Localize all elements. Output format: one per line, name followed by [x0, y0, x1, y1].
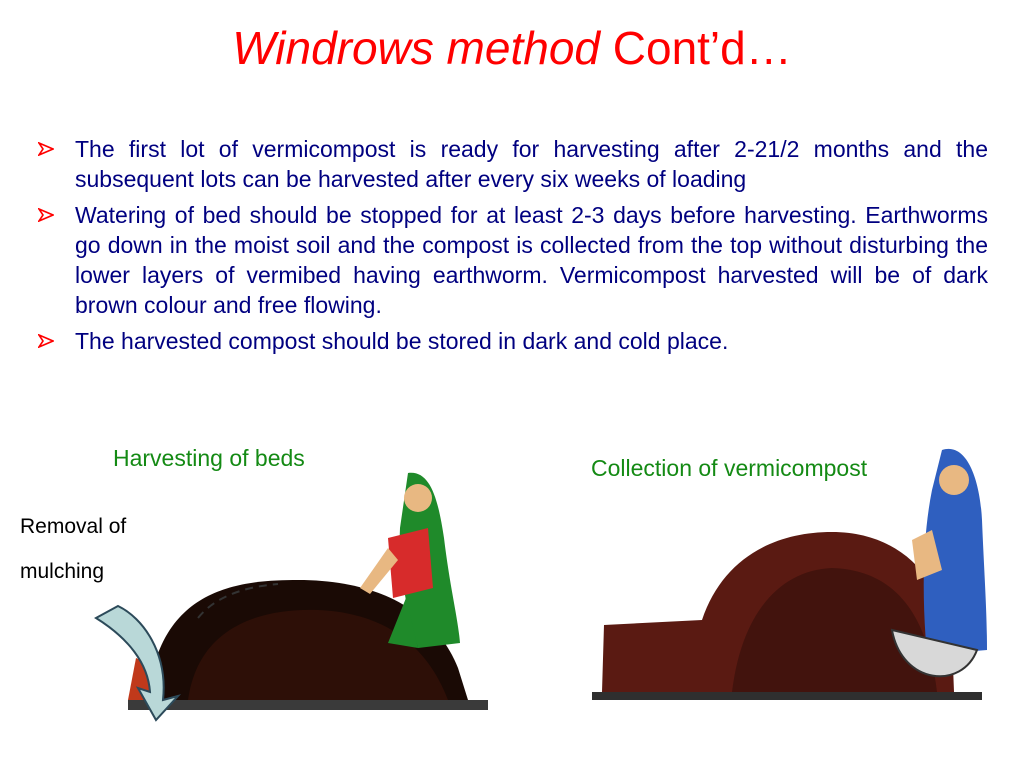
slide-title: [0, 20, 1024, 76]
bullet-item: [38, 134, 988, 194]
arrow-bullet-icon: [38, 142, 54, 156]
bullet-item: [38, 326, 988, 356]
bullet-text: The first lot of vermicompost is ready for harvesting after 2-21/2 months and the subsequent lots can be harvested after every six weeks of loading: [75, 136, 988, 192]
label-mulching: mulching: [20, 560, 105, 583]
caption-harvesting: Harvesting of beds: [113, 445, 305, 471]
arrow-bullet-icon: [38, 208, 54, 222]
label-removal-of: Removal of: [20, 515, 127, 538]
bullet-list: [38, 134, 988, 362]
bullet-item: [38, 200, 988, 320]
caption-collection: Collection of vermicompost: [591, 455, 868, 481]
slide-title-italic: Windrows method: [232, 22, 600, 74]
arrow-bullet-icon: [38, 334, 54, 348]
bullet-text: Watering of bed should be stopped for at least 2-3 days before harvesting. Earthworms go down in the moist soil and the compost is collected from the top without disturbing the lower layers of vermibed having earthworm. Vermicompost harvested will be of dark brown colour and free flowing.: [75, 202, 988, 318]
woman-harvesting-bed-illustration: [88, 468, 488, 740]
bullet-text: The harvested compost should be stored in dark and cold place.: [75, 328, 729, 354]
slide-title-normal: Cont’d…: [612, 22, 792, 74]
